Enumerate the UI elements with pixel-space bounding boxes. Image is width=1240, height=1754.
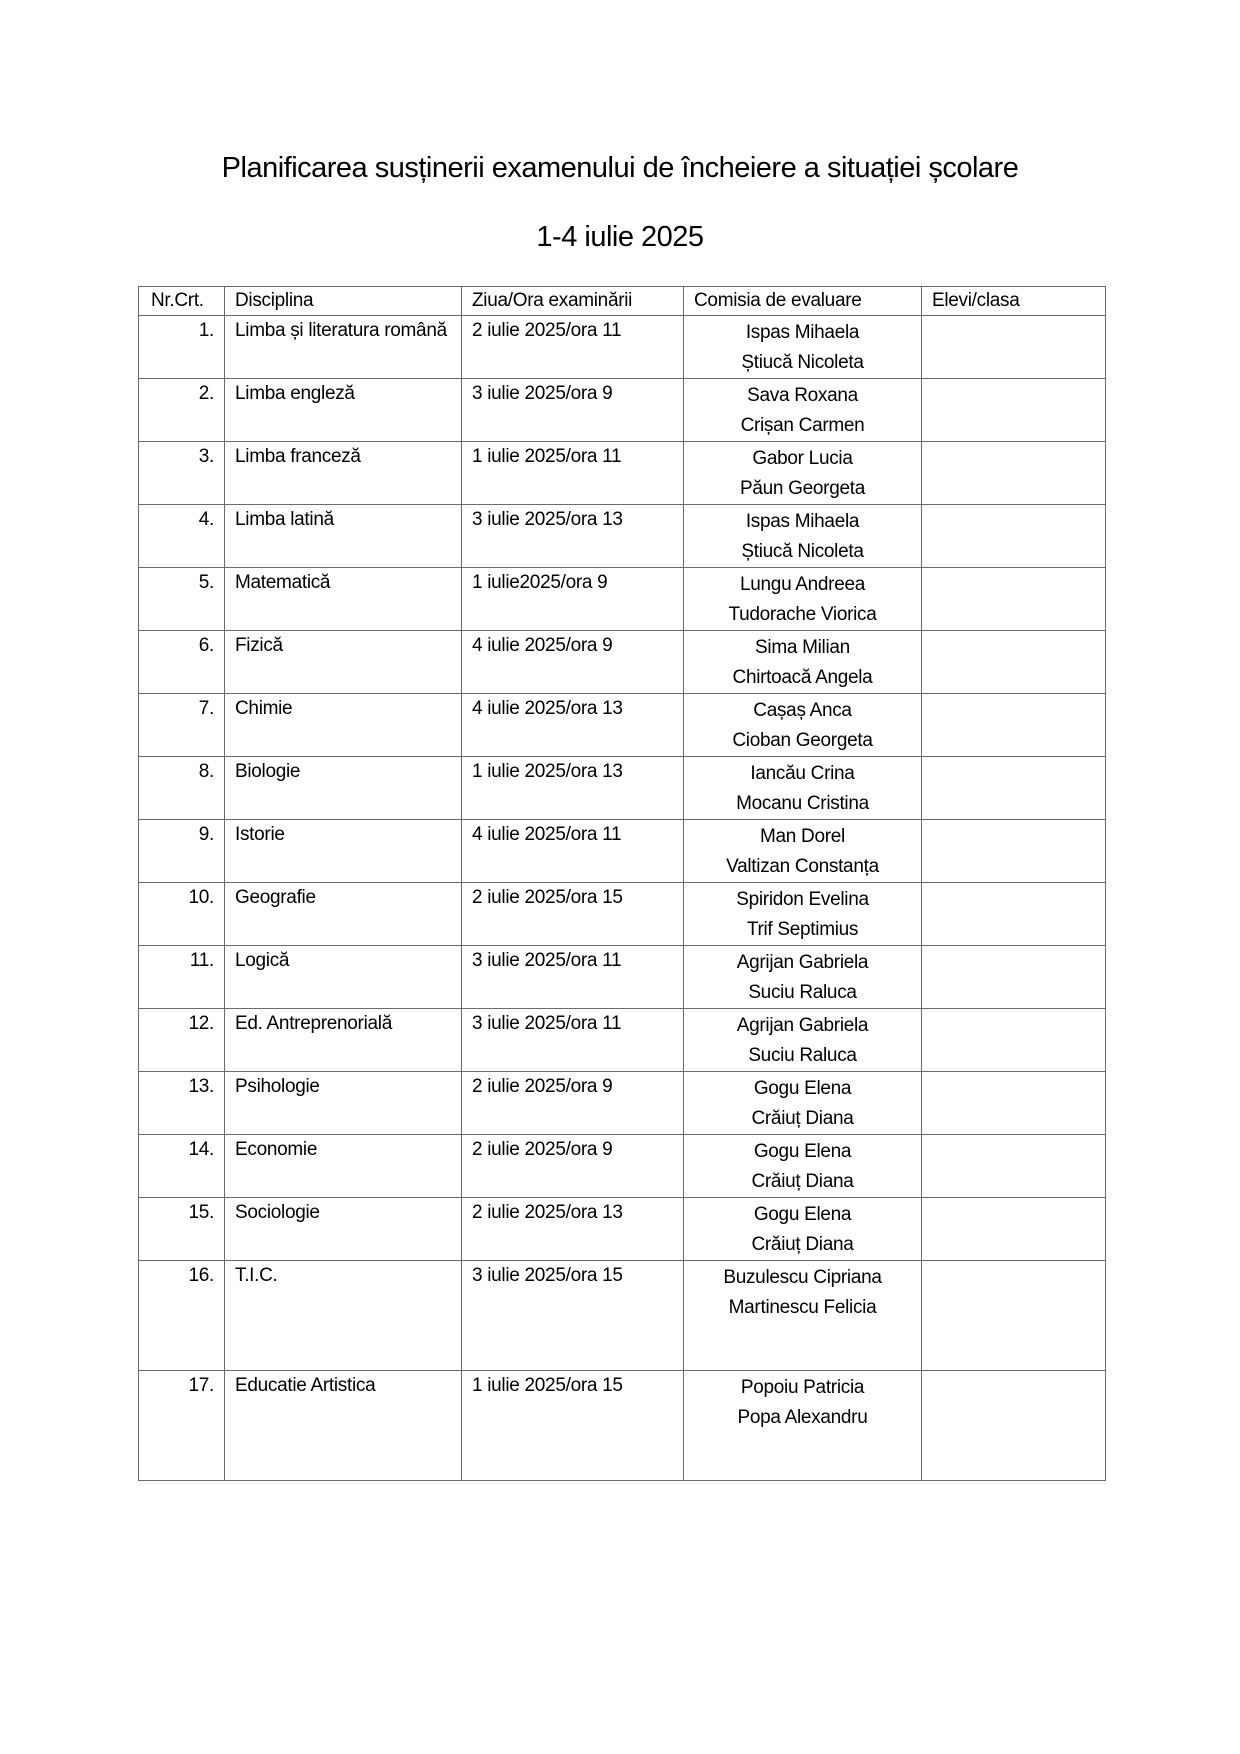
cell-elevi	[922, 379, 1106, 442]
committee-member: Man Dorel	[760, 826, 845, 847]
document-title: Planificarea susținerii examenului de încheiere a situației școlare	[221, 152, 1019, 184]
cell-data-ora: 2 iulie 2025/ora 9	[462, 1135, 684, 1198]
table-row	[139, 946, 1106, 1009]
cell-data-ora: 3 iulie 2025/ora 13	[462, 505, 684, 568]
cell-data-ora: 4 iulie 2025/ora 11	[462, 820, 684, 883]
table-row	[139, 631, 1106, 694]
cell-comisia	[684, 883, 922, 946]
table-row	[139, 1009, 1106, 1072]
cell-disciplina: Educatie Artistica	[225, 1371, 462, 1481]
committee-member: Iancău Crina	[750, 763, 855, 784]
table-row	[139, 1261, 1106, 1371]
committee-member: Chirtoacă Angela	[732, 667, 873, 688]
cell-disciplina: Psihologie	[225, 1072, 462, 1135]
cell-disciplina: Matematică	[225, 568, 462, 631]
cell-elevi	[922, 316, 1106, 379]
committee-member: Agrijan Gabriela	[736, 1015, 869, 1036]
committee-member: Sima Milian	[755, 637, 850, 658]
table-header-row	[139, 287, 1106, 316]
table-row	[139, 1135, 1106, 1198]
cell-comisia	[684, 1198, 922, 1261]
header-disciplina: Disciplina	[225, 287, 462, 316]
committee-member: Gabor Lucia	[752, 448, 853, 469]
committee-member: Trif Septimius	[746, 919, 859, 940]
cell-elevi	[922, 883, 1106, 946]
cell-comisia	[684, 1009, 922, 1072]
header-nr: Nr.Crt.	[139, 287, 225, 316]
cell-nr: 12.	[139, 1009, 225, 1072]
table-row	[139, 694, 1106, 757]
cell-comisia	[684, 568, 922, 631]
cell-data-ora: 4 iulie 2025/ora 9	[462, 631, 684, 694]
committee-member: Suciu Raluca	[748, 1045, 857, 1066]
committee-member: Știucă Nicoleta	[741, 541, 864, 562]
cell-nr: 7.	[139, 694, 225, 757]
committee-member: Valtizan Constanța	[726, 856, 879, 877]
table-row	[139, 1371, 1106, 1481]
committee-member: Cioban Georgeta	[732, 730, 873, 751]
table-row	[139, 757, 1106, 820]
cell-data-ora: 4 iulie 2025/ora 13	[462, 694, 684, 757]
committee-member: Buzulescu Cipriana	[723, 1267, 882, 1288]
cell-comisia	[684, 1072, 922, 1135]
cell-elevi	[922, 757, 1106, 820]
cell-nr: 8.	[139, 757, 225, 820]
cell-comisia	[684, 505, 922, 568]
cell-elevi	[922, 1371, 1106, 1481]
cell-disciplina: Limba și literatura română	[225, 316, 462, 379]
committee-member: Agrijan Gabriela	[736, 952, 869, 973]
cell-disciplina: Fizică	[225, 631, 462, 694]
table-row	[139, 379, 1106, 442]
cell-data-ora: 2 iulie 2025/ora 13	[462, 1198, 684, 1261]
cell-data-ora: 3 iulie 2025/ora 11	[462, 1009, 684, 1072]
committee-member: Gogu Elena	[753, 1204, 852, 1225]
table-row	[139, 1198, 1106, 1261]
cell-data-ora: 1 iulie 2025/ora 15	[462, 1371, 684, 1481]
cell-comisia	[684, 1261, 922, 1371]
cell-elevi	[922, 1072, 1106, 1135]
cell-elevi	[922, 1135, 1106, 1198]
cell-nr: 10.	[139, 883, 225, 946]
cell-disciplina: Ed. Antreprenorială	[225, 1009, 462, 1072]
committee-member: Tudorache Viorica	[728, 604, 877, 625]
cell-comisia	[684, 820, 922, 883]
cell-data-ora: 3 iulie 2025/ora 11	[462, 946, 684, 1009]
cell-elevi	[922, 505, 1106, 568]
cell-nr: 6.	[139, 631, 225, 694]
cell-comisia	[684, 946, 922, 1009]
cell-data-ora: 1 iulie2025/ora 9	[462, 568, 684, 631]
committee-member: Păun Georgeta	[740, 478, 865, 499]
cell-elevi	[922, 946, 1106, 1009]
committee-member: Cașaș Anca	[753, 700, 852, 721]
committee-member: Gogu Elena	[753, 1141, 852, 1162]
cell-nr: 4.	[139, 505, 225, 568]
cell-elevi	[922, 1261, 1106, 1371]
cell-elevi	[922, 442, 1106, 505]
cell-elevi	[922, 568, 1106, 631]
cell-data-ora: 1 iulie 2025/ora 11	[462, 442, 684, 505]
header-elevi: Elevi/clasa	[922, 287, 1106, 316]
committee-member: Crișan Carmen	[740, 415, 865, 436]
cell-nr: 9.	[139, 820, 225, 883]
table-row	[139, 442, 1106, 505]
cell-disciplina: Economie	[225, 1135, 462, 1198]
cell-data-ora: 2 iulie 2025/ora 15	[462, 883, 684, 946]
exam-schedule-table	[138, 286, 1106, 1481]
table-row	[139, 505, 1106, 568]
committee-member: Popoiu Patricia	[740, 1377, 865, 1398]
cell-comisia	[684, 631, 922, 694]
cell-data-ora: 3 iulie 2025/ora 9	[462, 379, 684, 442]
cell-nr: 2.	[139, 379, 225, 442]
cell-nr: 16.	[139, 1261, 225, 1371]
committee-member: Popa Alexandru	[737, 1407, 868, 1428]
committee-member: Ispas Mihaela	[745, 511, 860, 532]
table-row	[139, 316, 1106, 379]
cell-comisia	[684, 379, 922, 442]
committee-member: Crăiuț Diana	[751, 1171, 854, 1192]
cell-data-ora: 2 iulie 2025/ora 9	[462, 1072, 684, 1135]
committee-member: Suciu Raluca	[748, 982, 857, 1003]
cell-disciplina: Geografie	[225, 883, 462, 946]
cell-comisia	[684, 757, 922, 820]
cell-disciplina: Logică	[225, 946, 462, 1009]
cell-comisia	[684, 316, 922, 379]
cell-disciplina: Sociologie	[225, 1198, 462, 1261]
cell-disciplina: Limba franceză	[225, 442, 462, 505]
document-subtitle: 1-4 iulie 2025	[536, 221, 704, 253]
cell-elevi	[922, 631, 1106, 694]
table-row	[139, 568, 1106, 631]
cell-data-ora: 2 iulie 2025/ora 11	[462, 316, 684, 379]
committee-member: Crăiuț Diana	[751, 1234, 854, 1255]
cell-disciplina: Limba engleză	[225, 379, 462, 442]
header-data-ora: Ziua/Ora examinării	[462, 287, 684, 316]
cell-disciplina: Istorie	[225, 820, 462, 883]
committee-member: Gogu Elena	[753, 1078, 852, 1099]
cell-elevi	[922, 1009, 1106, 1072]
cell-nr: 17.	[139, 1371, 225, 1481]
cell-nr: 11.	[139, 946, 225, 1009]
cell-nr: 1.	[139, 316, 225, 379]
cell-disciplina: T.I.C.	[225, 1261, 462, 1371]
cell-comisia	[684, 1135, 922, 1198]
cell-data-ora: 3 iulie 2025/ora 15	[462, 1261, 684, 1371]
cell-nr: 3.	[139, 442, 225, 505]
cell-nr: 14.	[139, 1135, 225, 1198]
table-row	[139, 1072, 1106, 1135]
header-comisia: Comisia de evaluare	[684, 287, 922, 316]
cell-elevi	[922, 1198, 1106, 1261]
committee-member: Știucă Nicoleta	[741, 352, 864, 373]
cell-comisia	[684, 694, 922, 757]
committee-member: Sava Roxana	[747, 385, 858, 406]
cell-disciplina: Biologie	[225, 757, 462, 820]
cell-elevi	[922, 694, 1106, 757]
committee-member: Spiridon Evelina	[736, 889, 869, 910]
cell-nr: 15.	[139, 1198, 225, 1261]
cell-disciplina: Limba latină	[225, 505, 462, 568]
table-row	[139, 883, 1106, 946]
table-row	[139, 820, 1106, 883]
cell-elevi	[922, 820, 1106, 883]
cell-disciplina: Chimie	[225, 694, 462, 757]
committee-member: Lungu Andreea	[740, 574, 865, 595]
committee-member: Crăiuț Diana	[751, 1108, 854, 1129]
cell-nr: 13.	[139, 1072, 225, 1135]
committee-member: Ispas Mihaela	[745, 322, 860, 343]
committee-member: Mocanu Cristina	[736, 793, 869, 814]
cell-nr: 5.	[139, 568, 225, 631]
committee-member: Martinescu Felicia	[728, 1297, 877, 1318]
cell-comisia	[684, 442, 922, 505]
cell-comisia	[684, 1371, 922, 1481]
cell-data-ora: 1 iulie 2025/ora 13	[462, 757, 684, 820]
